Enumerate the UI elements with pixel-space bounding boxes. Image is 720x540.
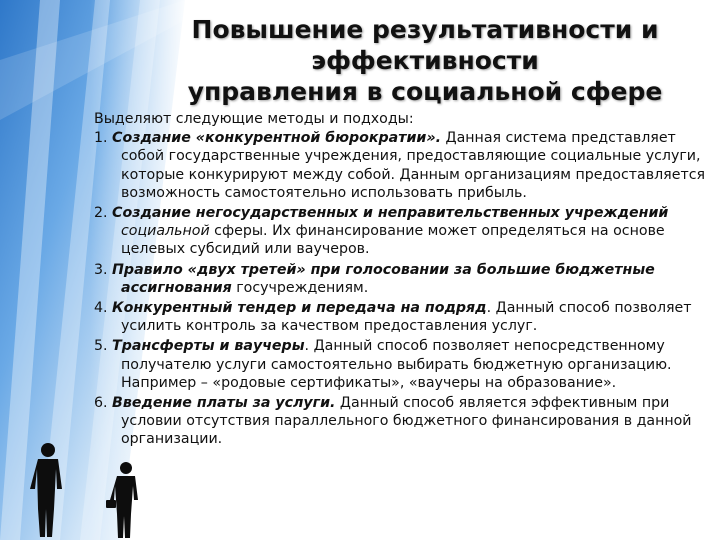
item-heading: Создание «конкурентной бюрократии». [112, 130, 441, 147]
title-line-1: Повышение результативности и [191, 15, 659, 44]
item-text: госучреждениям. [231, 279, 369, 296]
title-line-2: эффективности [311, 46, 539, 75]
list-item-6 [94, 394, 714, 449]
item-text: . Данный способ позволяет усилить контроль за качеством предоставления услуг. [121, 300, 692, 335]
businessmen-silhouette-icon [30, 440, 150, 540]
intro-text: Выделяют следующие методы и подходы: [94, 111, 414, 127]
item-number: 1. [94, 130, 113, 147]
item-number: 4. [94, 300, 113, 317]
item-text: Данная система представляет собой государственные учреждения, предоставляющие социальные услуги, которые конкурируют между собой. Данным организациям предоставляется возможность самостоятельно использовать прибыль. [121, 130, 706, 201]
item-heading: Конкурентный тендер и передача на подряд [112, 300, 487, 317]
item-heading: Правило «двух третей» при голосовании за большие бюджетные ассигнования [112, 261, 655, 296]
item-heading: Создание негосударственных и неправительственных учреждений [112, 205, 669, 222]
list-item-3 [94, 261, 714, 297]
item-text: . Данный способ позволяет непосредственному получателю услуги самостоятельно выбирать бюджетную организацию. Например – «родовые сертификаты», «ваучеры на образование». [121, 338, 672, 391]
item-text: сферы. Их финансирование может определяться на основе целевых субсидий или ваучеров. [121, 223, 665, 258]
item-italic-text: социальной [121, 223, 210, 240]
list-item-1 [94, 129, 714, 202]
list-item-4 [94, 299, 714, 335]
item-text: Данный способ является эффективным при условии отсутствия параллельного бюджетного финансирования в данной организации. [121, 395, 692, 448]
list-item-5 [94, 337, 714, 392]
item-heading: Введение платы за услуги. [112, 395, 336, 412]
item-number: 2. [94, 205, 113, 222]
slide-title [160, 14, 690, 107]
item-number: 5. [94, 338, 113, 355]
item-number: 3. [94, 261, 113, 278]
slide-body [94, 110, 714, 451]
list-item-2 [94, 204, 714, 259]
item-number: 6. [94, 395, 113, 412]
title-line-3: управления в социальной сфере [187, 77, 663, 106]
item-heading: Трансферты и ваучеры [112, 338, 305, 355]
